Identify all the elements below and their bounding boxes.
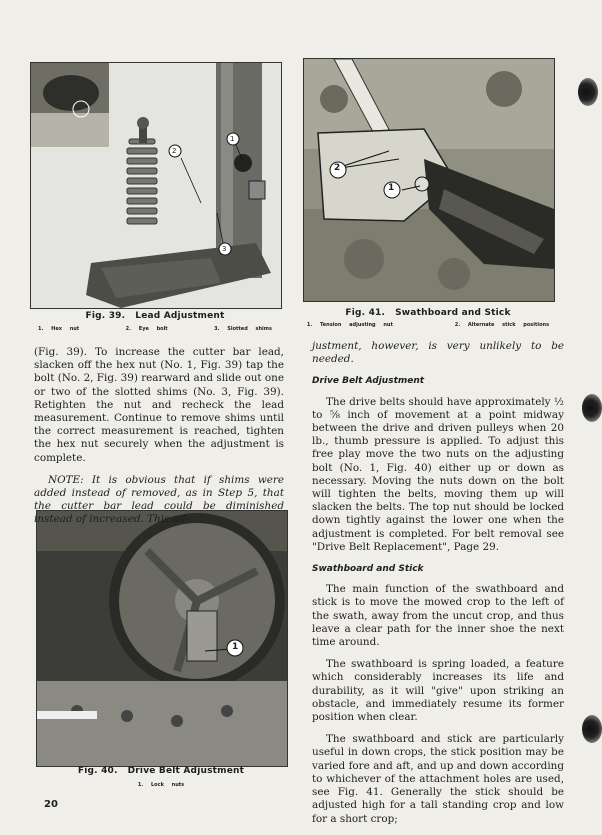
fig39-callout-number-1: 1 [230,135,235,143]
fig40-photo [36,510,288,767]
fig41-callout-number-1: 1 [388,183,395,193]
lead-adjustment-paragraph: (Fig. 39). To increase the cutter bar lead, slacken off the hex nut (No. 1, Fig. 39) tap the bolt (No. 2, Fig. 39) rearward and slide out one or two of the slotted shims (No. 3, Fig. 39). Retighten the nut and recheck the lead measurement. Continue to remove shims until the correct measurement is reached, tighten the hex nut securely when the adjustment is complete. [34,346,284,464]
fig41-callout-number-2: 2 [334,163,341,173]
fig39-callout-3: 3. Slotted shims [214,326,272,332]
drive-belt-paragraph: The drive belts should have approximately ½ to ⅝ inch of movement at a point midway between the drive and driven pulleys when 20 lb., thumb pressure is applied. To adjust this free play move the two nuts on the adjusting bolt (No. 1, Fig. 40) either up or down as necessary. Moving the nuts down on the bolt will tighten the belts, moving them up will slacken the belts. The top nut should be locked down tightly against the lower one when the adjustment is completed. For belt removal see "Drive Belt Replacement", Page 29. [312,395,564,553]
fig39-callout-number-3: 3 [222,245,227,253]
page-number: 20 [44,799,58,810]
fig40-callout-1: 1. Lock nuts [137,782,185,788]
fig41-caption: Fig. 41. Swathboard and Stick [345,308,511,318]
fig41-callout-1: 1. Tension adjusting nut [306,322,393,328]
fig41-callouts [303,322,553,328]
swathboard-heading: Swathboard and Stick [312,564,424,575]
fig39-caption: Fig. 39. Lead Adjustment [85,311,225,321]
fig41-callout-2: 2. Alternate stick positions [454,322,550,328]
swathboard-paragraph-2: The swathboard is spring loaded, a feature which considerably increases its life and durability, as it will "give" upon striking an obstacle, and immediately resume its former position when clear. [312,658,564,724]
fig40-callouts [36,782,286,788]
note-continuation: justment, however, is very unlikely to be needed. [312,340,564,366]
fig39-callout-2: 2. Eye bolt [125,326,168,332]
swathboard-paragraph-1: The main function of the swathboard and stick is to move the mowed crop to the left of the swath, away from the uncut crop, and thus leave a clear path for the inner shoe the next time around. [312,583,564,649]
fig40-callout-number-1: 1 [232,642,239,652]
fig39-callouts [30,326,280,332]
binder-hole-middle [582,394,602,422]
fig39-photo [30,62,282,309]
binder-hole-top [578,78,598,106]
binder-hole-bottom [582,715,602,743]
fig39-callout-number-2: 2 [172,147,177,155]
fig39-callout-1: 1. Hex nut [38,326,80,332]
shims-note: NOTE: It is obvious that if shims were added instead of removed, as in Step 5, that the cutter bar lead could be diminished instead of increased. This ad- [34,473,284,526]
right-column [312,340,564,835]
left-column [34,346,284,536]
drive-belt-heading: Drive Belt Adjustment [312,376,425,387]
fig40-caption: Fig. 40. Drive Belt Adjustment [77,766,245,776]
fig41-photo [303,58,555,302]
swathboard-paragraph-3: The swathboard and stick are particularly useful in down crops, the stick position may be varied fore and aft, and up and down according to whichever of the attachment holes are used, see Fig. 41. Generally the stick should be adjusted high for a tall standing crop and low for a short crop; [312,733,564,825]
